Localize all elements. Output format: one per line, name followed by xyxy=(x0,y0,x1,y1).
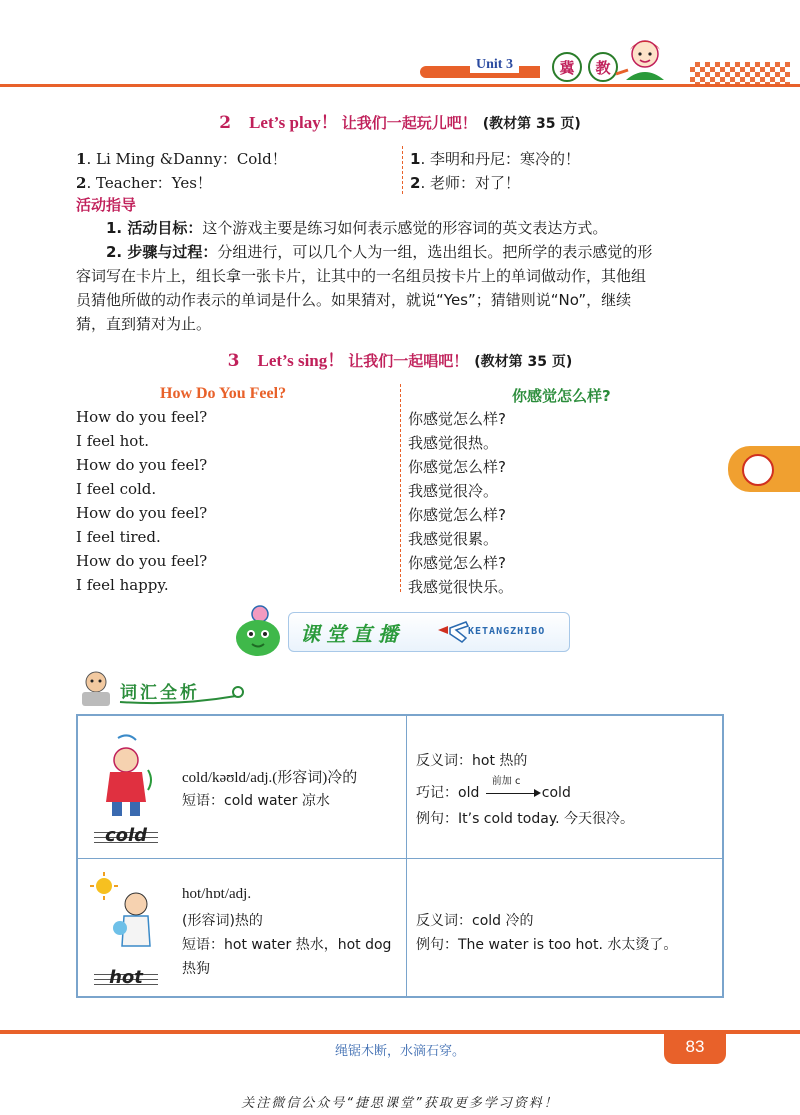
song-line-en: How do you feel? xyxy=(76,408,208,426)
fox-face-icon xyxy=(742,454,774,486)
header-checker-decoration xyxy=(690,62,790,84)
example: 例句：It’s cold today. 今天很冷。 xyxy=(416,811,635,827)
textbook-ref: (教材第 35 页) xyxy=(474,354,573,370)
section-title-cn: 让我们一起唱吧！ xyxy=(348,352,469,370)
badge-jiao: 教 xyxy=(588,52,618,82)
badge-ji: 冀 xyxy=(552,52,582,82)
header-rule xyxy=(0,84,800,87)
dialog-line-en: 2. Teacher：Yes！ xyxy=(76,174,212,192)
memory-tip: 巧记：old 前加 c cold xyxy=(416,776,571,801)
picture-word: hot xyxy=(109,967,143,988)
song-column-divider xyxy=(400,384,401,592)
song-line-en: How do you feel? xyxy=(76,504,208,522)
page-number: 83 xyxy=(664,1030,726,1064)
phrase: 短语：cold water 凉水 xyxy=(182,793,330,809)
antonym: 反义词：hot 热的 xyxy=(416,753,528,769)
banner-subtitle: KETANGZHIBO xyxy=(468,626,546,637)
banner-title: 课堂直播 xyxy=(300,622,404,646)
definition-cn: (形容词)热的 xyxy=(182,913,263,929)
guide-heading: 活动指导 xyxy=(76,196,137,214)
dialog-line-en: 1. Li Ming &Danny：Cold！ xyxy=(76,150,287,168)
song-line-cn: 你感觉怎么样? xyxy=(408,458,506,476)
shivering-kid-icon xyxy=(88,730,164,820)
textbook-ref: (教材第 35 页) xyxy=(482,116,581,132)
footer-note: 关注微信公众号“捷思课堂”获取更多学习资料！ xyxy=(241,1096,559,1111)
phrase: 短语：hot water 热水，hot dog xyxy=(182,937,392,953)
song-title-cn: 你感觉怎么样? xyxy=(512,387,611,405)
picture-word: cold xyxy=(104,825,148,846)
phrase-cont: 热狗 xyxy=(182,961,210,977)
song-line-en: I feel happy. xyxy=(76,576,169,594)
column-separator xyxy=(406,716,407,996)
section-title-en: Let’s play！ xyxy=(249,113,338,132)
vocab-title: 词汇全析 xyxy=(120,683,200,703)
hot-kid-icon xyxy=(88,872,164,962)
song-line-en: I feel hot. xyxy=(76,432,150,450)
song-line-en: How do you feel? xyxy=(76,456,208,474)
song-line-en: I feel tired. xyxy=(76,528,161,546)
song-line-cn: 你感觉怎么样? xyxy=(408,410,506,428)
guide-paragraph-1: 1. 活动目标：这个游戏主要是练习如何表示感觉的形容词的英文表达方式。 xyxy=(106,219,608,237)
song-line-cn: 我感觉很累。 xyxy=(408,530,499,548)
song-line-en: How do you feel? xyxy=(76,552,208,570)
unit-label: Unit 3 xyxy=(470,57,519,73)
song-line-cn: 你感觉怎么样? xyxy=(408,554,506,572)
definition: hot/hɒt/adj. xyxy=(182,886,252,902)
row-separator xyxy=(78,858,722,859)
song-line-cn: 你感觉怎么样? xyxy=(408,506,506,524)
vocab-heading xyxy=(74,668,244,708)
dialog-line-cn: 2. 老师：对了！ xyxy=(410,174,520,192)
side-tab xyxy=(728,446,800,492)
reading-character-icon xyxy=(74,668,118,708)
cold-picture xyxy=(88,730,164,848)
hot-picture xyxy=(88,872,164,990)
section-number: 3 xyxy=(227,351,240,371)
green-mascot-icon xyxy=(228,604,292,658)
song-line-cn: 我感觉很冷。 xyxy=(408,482,499,500)
song-line-cn: 我感觉很热。 xyxy=(408,434,499,452)
heading-swoosh xyxy=(118,672,244,706)
footer-motto: 绳锯木断，水滴石穿。 xyxy=(334,1044,465,1059)
song-line-en: I feel cold. xyxy=(76,480,157,498)
antonym: 反义词：cold 冷的 xyxy=(416,913,534,929)
pointing-hand-icon xyxy=(436,616,470,646)
girl-mascot-icon xyxy=(612,34,678,82)
section-2-title xyxy=(0,108,800,133)
vocab-table xyxy=(76,714,724,998)
definition: cold/kəʊld/adj.(形容词)冷的 xyxy=(182,770,358,786)
section-title-en: Let’s sing！ xyxy=(257,351,345,370)
column-divider xyxy=(402,146,403,194)
example: 例句：The water is too hot. 水太烫了。 xyxy=(416,937,678,953)
arrow-icon: 前加 c xyxy=(484,786,542,800)
section-title-cn: 让我们一起玩儿吧！ xyxy=(341,114,477,132)
guide-paragraph-2: 2. 步骤与过程：分组进行，可以几个人为一组，选出组长。把所学的表示感觉的形 容词写在卡片上，组长拿一张卡片，让其中的一名组员按卡片上的单词做动作，其他组 员猜他所做的动作表示的单词是什么。如果猜对，就说“Yes”；猜错则说“No”，继续 猜，直到猜对为止。 xyxy=(76,243,653,333)
dialog-line-cn: 1. 李明和丹尼：寒冷的！ xyxy=(410,150,580,168)
song-line-cn: 我感觉很快乐。 xyxy=(408,578,514,596)
song-title-en: How Do You Feel? xyxy=(160,385,287,402)
classroom-banner xyxy=(228,598,576,658)
section-number: 2 xyxy=(219,113,232,133)
section-3-title xyxy=(0,346,800,371)
